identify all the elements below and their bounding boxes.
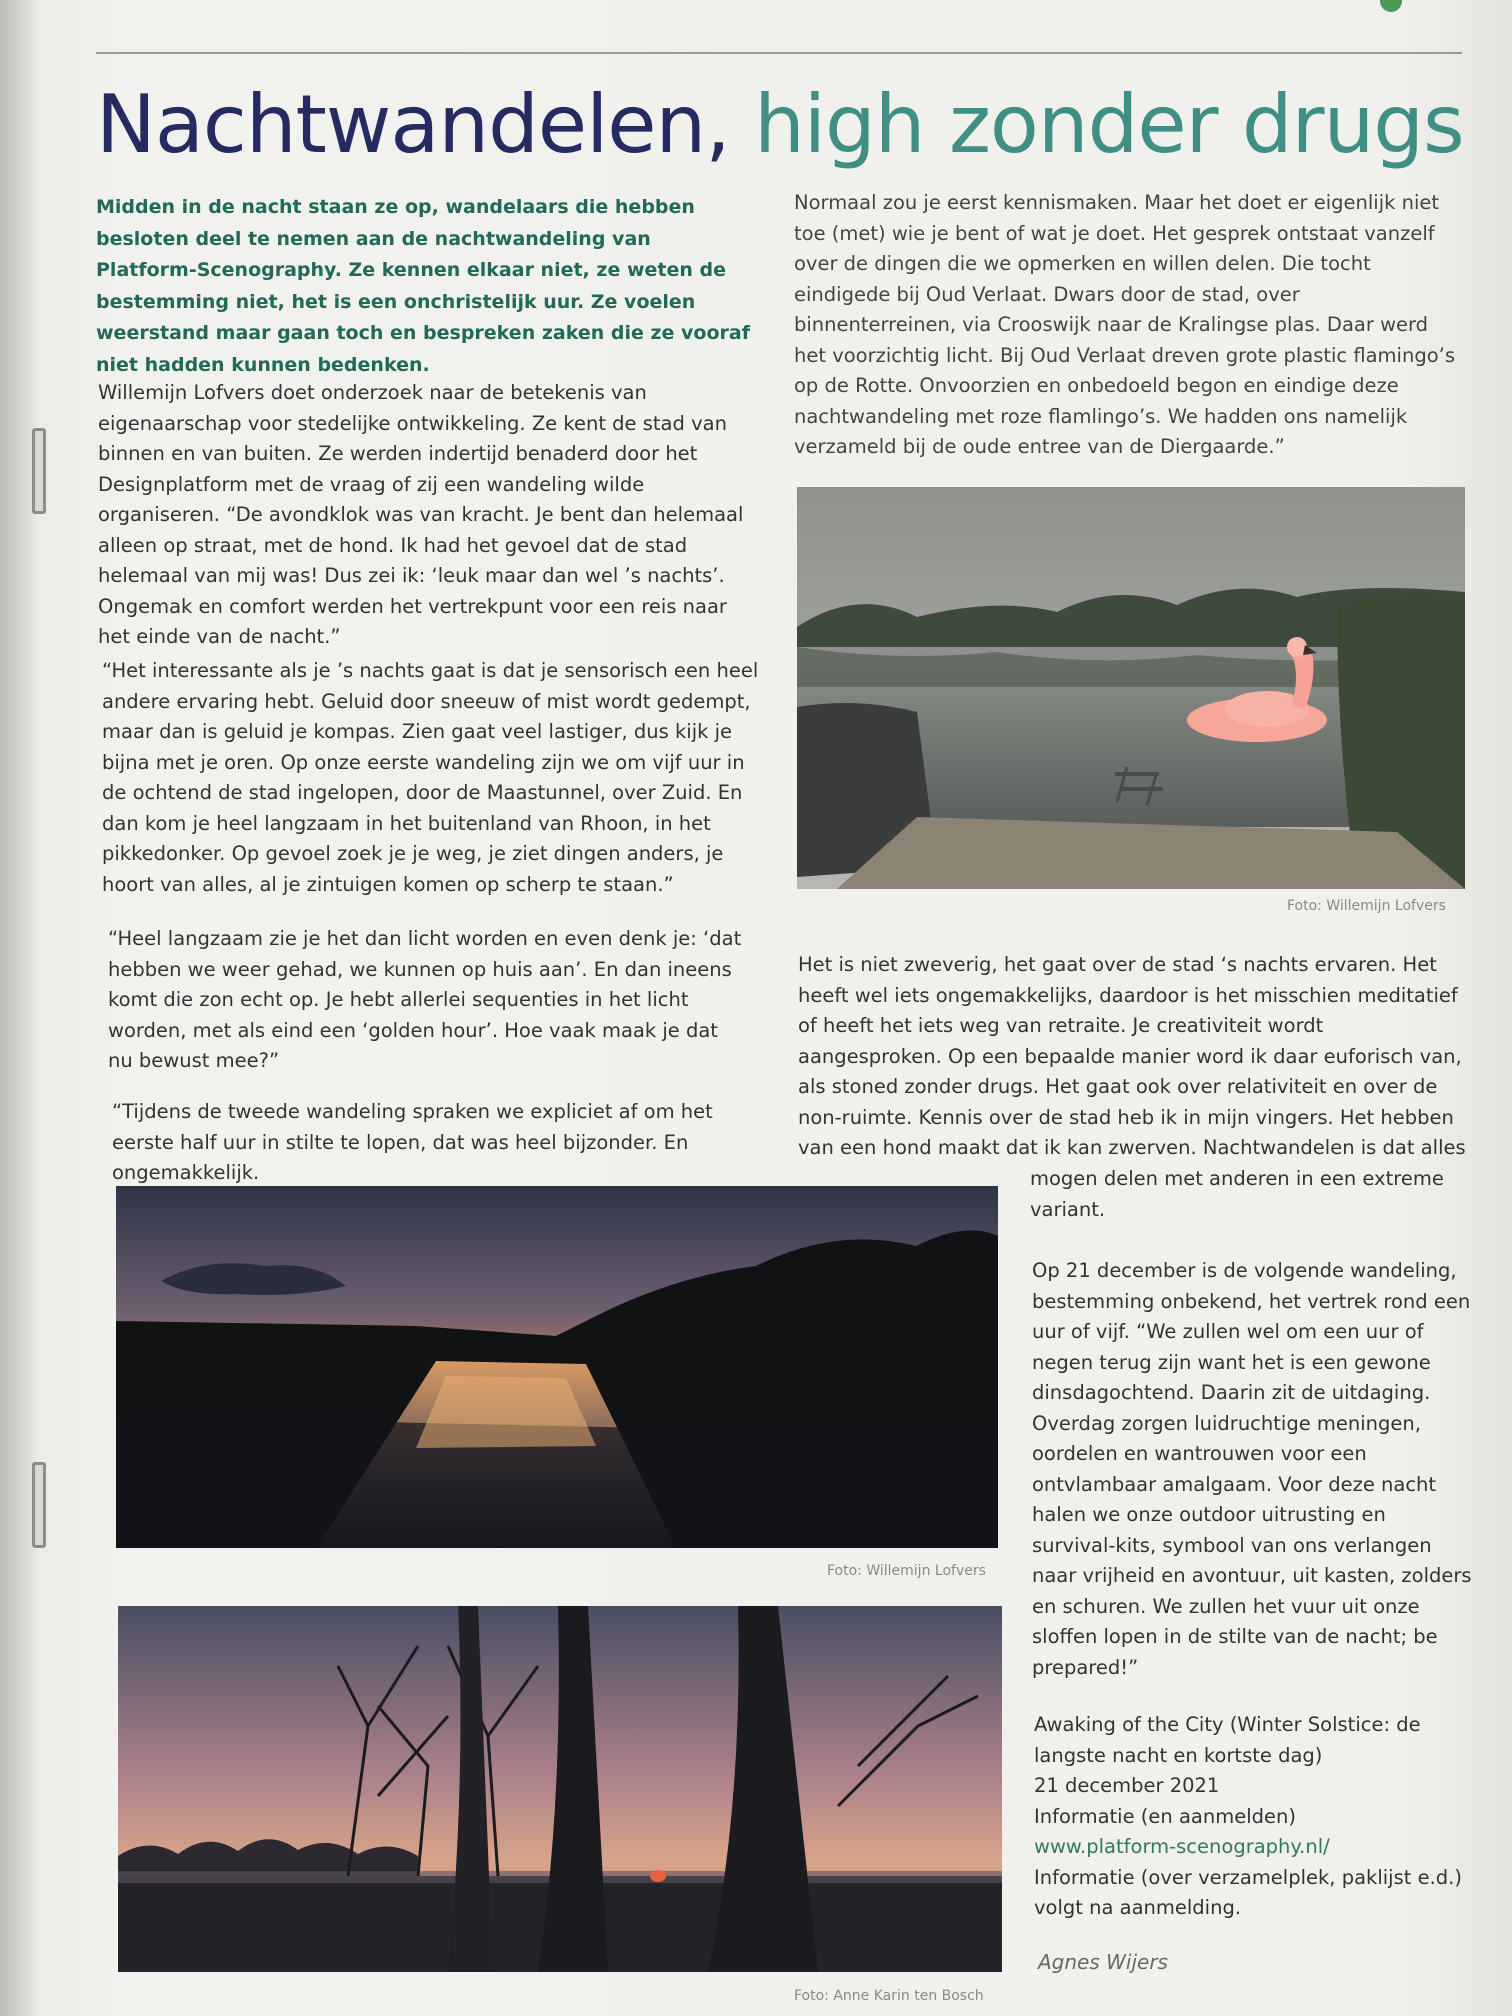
event-info-label: Informatie (en aanmelden) — [1034, 1804, 1296, 1828]
left-paragraph-3: “Heel langzaam zie je het dan licht worden en even denk je: ‘dat hebben we weer gehad, we kunnen op huis aan’. En dan ineens komt die zon echt op. Je hebt allerlei sequenties in het licht worden, met als eind een ‘golden hour’. Hoe vaak maak je dat nu bewust mee?” — [108, 927, 742, 1072]
event-title: Awaking of the City (Winter Solstice: de langste nacht en kortste dag) — [1034, 1713, 1421, 1767]
page-binding — [0, 0, 38, 2016]
staple-bottom — [32, 1462, 46, 1548]
right-paragraph-2: Het is niet zweverig, het gaat over de stad ‘s nachts ervaren. Het heeft wel iets ongemakkelijks, daardoor is het misschien meditatief of heeft het iets weg van retraite. Je creativiteit wordt aangesproken. Op een bepaalde manier word ik daar euforisch van, als stoned zonder drugs. Het gaat ook over relativiteit en over de non-ruimte. Kennis over de stad heb ik in mijn vingers. Het hebben van een hond maakt dat ik kan zwerven. Nachtwandelen is dat alles — [798, 953, 1466, 1159]
section-marker — [1380, 0, 1402, 12]
left-paragraph-1: Willemijn Lofvers doet onderzoek naar de betekenis van eigenaarschap voor stedelijke ontwikkeling. Ze kent de stad van binnen en van buiten. Ze werden indertijd benaderd door het Designplatform met de vraag of zij een wandeling wilde organiseren. “De avondklok was van kracht. Je bent dan helemaal alleen op straat, met de hond. Ik had het gevoel dat de stad helemaal van mij was! Dus zei ik: ‘leuk maar dan wel ’s nachts’. Ongemak en comfort werden het vertrekpunt voor een reis naar het einde van de nacht.” — [98, 381, 744, 648]
left-paragraph-2: “Het interessante als je ’s nachts gaat is dat je sensorisch een heel andere ervaring hebt. Geluid door sneeuw of mist wordt gedempt, maar dan is geluid je kompas. Zien gaat veel lastiger, dus kijk je bijna met je oren. Op onze eerste wandeling zijn we om vijf uur in de ochtend de stad ingelopen, door de Maastunnel, over Zuid. En dan kom je heel langzaam in het buitenland van Rhoon, in het pikkedonker. Op gevoel zoek je je weg, je ziet dingen anders, je hoort van alles, al je zintuigen komen op scherp te staan.” — [102, 659, 759, 896]
staple-top — [32, 428, 46, 514]
right-paragraph-1: Normaal zou je eerst kennismaken. Maar het doet er eigenlijk niet toe (met) wie je bent of wat je doet. Het gesprek ontstaat vanzelf over de dingen die we opmerken en willen delen. Die tocht eindigede bij Oud Verlaat. Dwars door de stad, over binnenterreinen, via Crooswijk naar de Kralingse plas. Daar werd het voorzichtig licht. Bij Oud Verlaat dreven grote plastic flamingo’s op de Rotte. Onvoorzien en onbedoeld begon en eindige deze nachtwandeling met roze flamlingo’s. We hadden ons namelijk verzameld bij de oude entree van de Diergaarde.” — [794, 191, 1456, 458]
event-info — [1034, 1710, 1474, 1924]
right-paragraph-3: mogen delen met anderen in een extreme variant. — [1030, 1167, 1444, 1221]
photo2-caption: Foto: Willemijn Lofvers — [827, 1563, 986, 1579]
photo-flamingo-river — [797, 487, 1465, 889]
photo-trees-sunrise — [118, 1606, 1002, 1972]
photo1-caption: Foto: Willemijn Lofvers — [1287, 898, 1446, 914]
left-paragraph-4: “Tijdens de tweede wandeling spraken we expliciet af om het eerste half uur in stilte te lopen, dat was heel bijzonder. En ongemakkelijk. — [112, 1100, 713, 1184]
headline-part-1: Nachtwandelen, — [96, 78, 730, 171]
event-info-note: Informatie (over verzamelplek, paklijst e.d.) volgt na aanmelding. — [1034, 1865, 1462, 1919]
headline-part-2: high zonder drugs — [754, 78, 1464, 171]
event-website-link[interactable]: www.platform-scenography.nl/ — [1034, 1835, 1330, 1858]
photo3-caption: Foto: Anne Karin ten Bosch — [794, 1988, 984, 2004]
right-paragraph-4: Op 21 december is de volgende wandeling, bestemming onbekend, het vertrek rond een uur of vijf. “We zullen wel om een uur of negen terug zijn want het is een gewone dinsdagochtend. Daarin zit de uitdaging. Overdag zorgen luidruchtige meningen, oordelen en wantrouwen voor een ontvlambaar amalgaam. Voor deze nacht halen we onze outdoor uitrusting en survival-kits, symbool van ons verlangen naar vrijheid en avontuur, uit kasten, zolders en schuren. We zullen het vuur uit onze sloffen lopen in de stilte van de nacht; be prepared!” — [1032, 1259, 1472, 1679]
event-date: 21 december 2021 — [1034, 1774, 1220, 1797]
author-signature: Agnes Wijers — [1038, 1950, 1168, 1974]
photo-sunset-canal — [116, 1186, 998, 1548]
article-headline — [96, 70, 1464, 180]
article-lead: Midden in de nacht staan ze op, wandelaars die hebben besloten deel te nemen aan de nachtwandeling van Platform-Scenography. Ze kennen elkaar niet, ze weten de bestemming niet, het is een onchristelijk uur. Ze voelen weerstand maar gaan toch en bespreken zaken die ze vooraf niet hadden kunnen bedenken. — [96, 196, 750, 376]
top-rule — [96, 52, 1462, 54]
